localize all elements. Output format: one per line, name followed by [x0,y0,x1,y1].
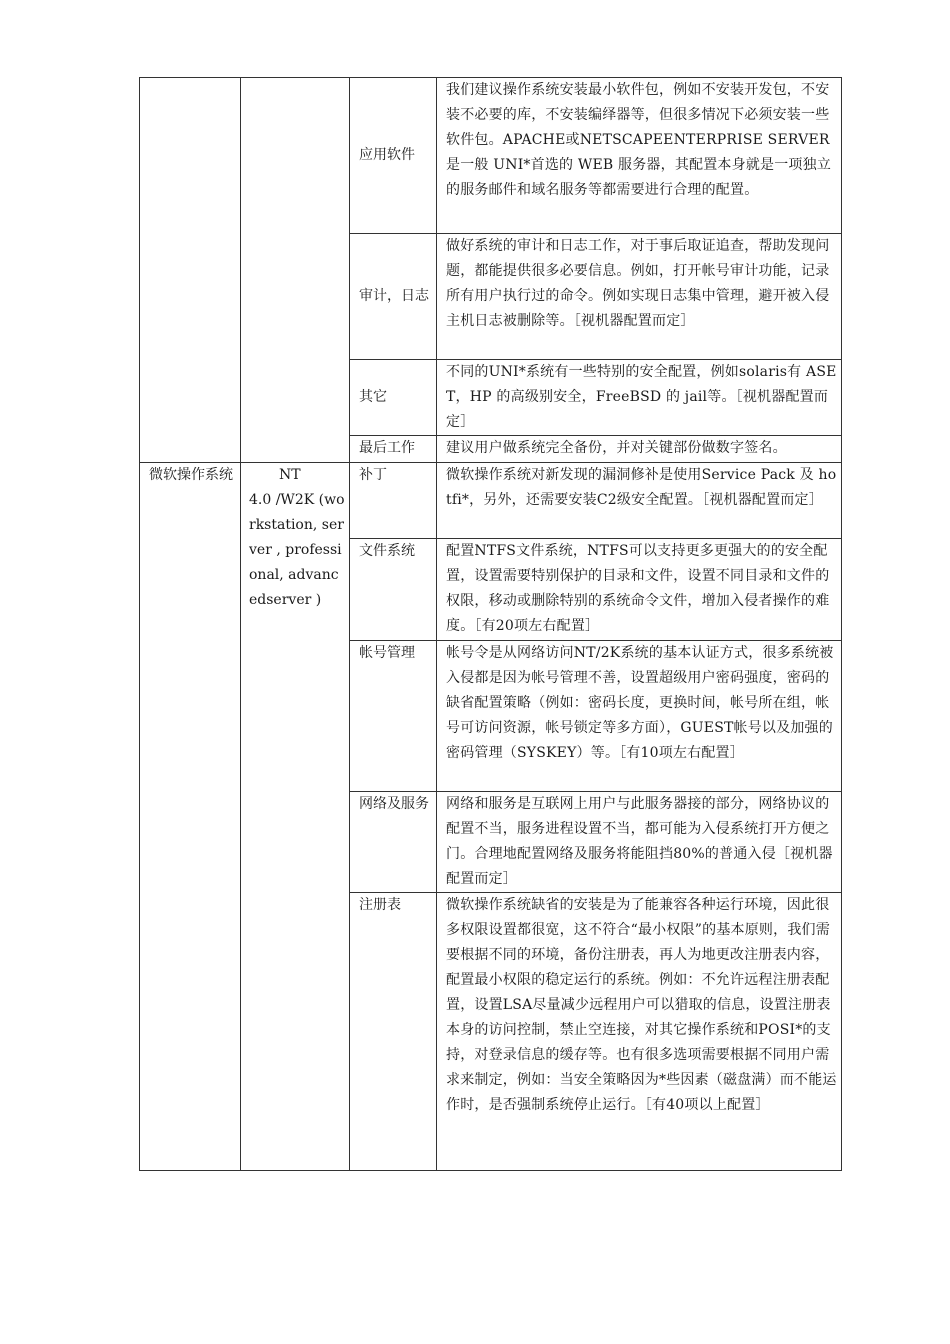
category-cell [350,78,437,234]
content-cell [437,893,842,1171]
content-text: 微软操作系统缺省的安装是为了能兼容各种运行环境，因此很多权限设置都很宽，这不符合“最小权限”的基本原则，我们需要根据不同的环境，备份注册表，再人为地更改注册表内容，配置最小权限的稳定运行的系统。例如：不允许远程注册表配置，设置LSA尽量减少远程用户可以猎取的信息，设置注册表本身的访问控制，禁止空连接，对其它操作系统和POSI*的支持，对登录信息的缓存等。也有很多选项需要根据不同用户需求来制定，例如：当安全策略因为*些因素（磁盘满）而不能运作时，是否强制系统停止运行。［有40项以上配置］ [446,897,837,1113]
content-cell [437,436,842,463]
table-row [140,463,842,539]
content-text: 配置NTFS文件系统，NTFS可以支持更多更强大的的安全配置，设置需要特别保护的目录和文件，设置不同目录和文件的权限，移动或删除特别的系统命令文件，增加入侵者操作的难度。［有20项左右配置］ [446,543,830,634]
content-text: 微软操作系统对新发现的漏洞修补是使用Service Pack 及 hotfi*，另外，还需要安装C2级安全配置。［视机器配置而定］ [446,467,837,508]
category-label: 最后工作 [359,440,415,456]
content-text: 建议用户做系统完全备份，并对关键部份做数字签名。 [446,440,787,456]
content-cell [437,234,842,360]
category-cell [350,539,437,641]
os-version-rest: 4.0 /W2K (workstation, server , professional, advancedserver ) [249,492,345,608]
category-cell [350,893,437,1171]
category-label: 应用软件 [359,147,415,163]
category-cell [350,641,437,792]
content-cell [437,78,842,234]
os-name: 微软操作系统 [149,467,233,483]
content-cell [437,792,842,893]
os-version-line1: NT [279,467,301,483]
category-cell [350,436,437,463]
category-cell [350,463,437,539]
content-cell [437,463,842,539]
category-label: 帐号管理 [359,645,415,661]
category-label: 补丁 [359,467,387,483]
category-cell [350,234,437,360]
os-cell-empty [140,78,241,463]
security-config-table [139,77,842,1171]
category-label: 网络及服务 [359,796,429,812]
category-label: 文件系统 [359,543,415,559]
os-name-cell [140,463,241,1171]
category-label: 注册表 [359,897,401,913]
content-text: 做好系统的审计和日志工作，对于事后取证追查，帮助发现问题，都能提供很多必要信息。例如，打开帐号审计功能，记录所有用户执行过的命令。例如实现日志集中管理，避开被入侵主机日志被删除等。［视机器配置而定］ [446,238,830,329]
category-label: 审计，日志 [359,288,429,304]
content-cell [437,539,842,641]
content-text: 不同的UNI*系统有一些特别的安全配置，例如solaris有 ASET，HP 的高级别安全，FreeBSD 的 jail等。［视机器配置而定］ [446,364,837,430]
content-text: 我们建议操作系统安装最小软件包，例如不安装开发包，不安装不必要的库，不安装编绎器等，但很多情况下必须安装一些软件包。APACHE或NETSCAPEENTERPRISE SERVER 是一般 UNI*首选的 WEB 服务器，其配置本身就是一项独立的服务邮件和域名服务等都需要进行合理的配置。 [446,82,832,198]
category-cell [350,360,437,436]
content-cell [437,360,842,436]
content-cell [437,641,842,792]
version-cell-empty [241,78,350,463]
table-row [140,78,842,234]
category-cell [350,792,437,893]
content-text: 帐号令是从网络访问NT/2K系统的基本认证方式，很多系统被入侵都是因为帐号管理不善，设置超级用户密码强度，密码的缺省配置策略（例如：密码长度，更换时间，帐号所在组，帐号可访问资源，帐号锁定等多方面），GUEST帐号以及加强的密码管理（SYSKEY）等。［有10项左右配置］ [446,645,834,761]
os-version-cell [241,463,350,1171]
content-text: 网络和服务是互联网上用户与此服务器接的部分，网络协议的配置不当，服务进程设置不当，都可能为入侵系统打开方便之门。合理地配置网络及服务将能阻挡80%的普通入侵［视机器配置而定］ [446,796,833,887]
category-label: 其它 [359,389,387,405]
